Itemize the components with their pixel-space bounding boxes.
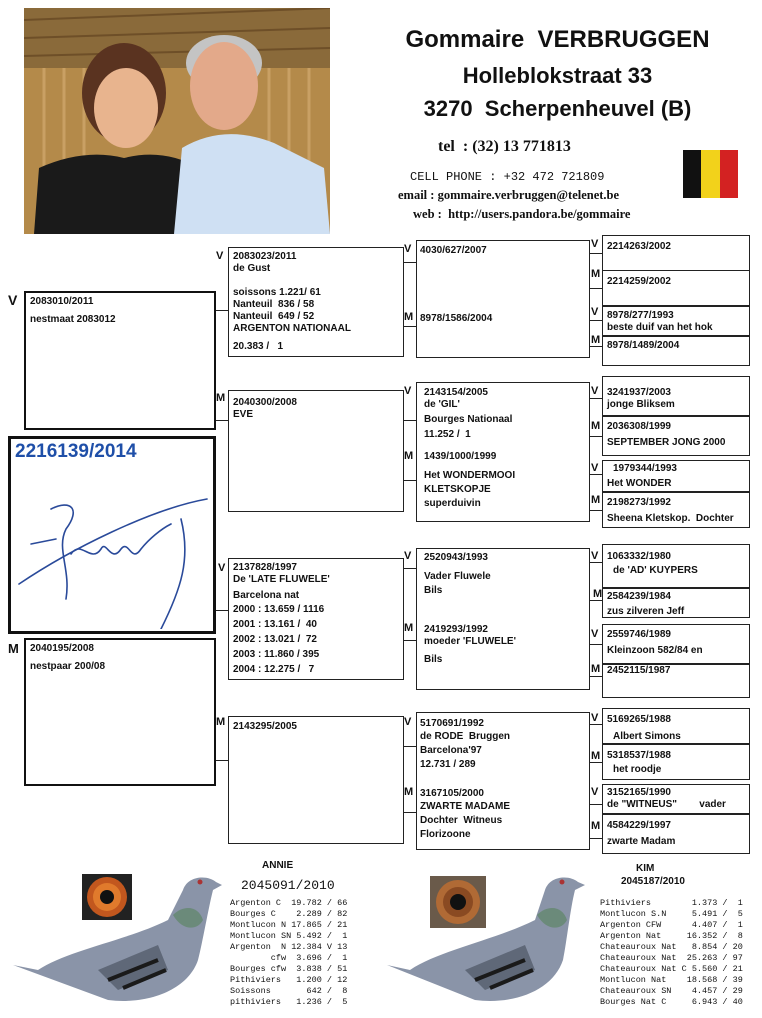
gen4-box-16 xyxy=(602,814,750,854)
gen2-box-4 xyxy=(228,716,404,844)
kim-results xyxy=(600,898,743,1008)
gen4-line: 2036308/1999 xyxy=(607,421,671,432)
gen4-box-14 xyxy=(602,744,750,780)
gen2-line: 2003 : 11.860 / 395 xyxy=(233,649,320,660)
gen4-box-3 xyxy=(602,306,750,336)
gen2-line: 2143295/2005 xyxy=(233,721,297,732)
gen3-line: 8978/1586/2004 xyxy=(420,313,493,324)
gen4-box-15 xyxy=(602,784,750,814)
gen3-entry-5 xyxy=(424,552,491,598)
belgian-flag-icon xyxy=(683,150,738,198)
gen3-line: de RODE Bruggen xyxy=(420,731,511,742)
gen4-line: 8978/1489/2004 xyxy=(607,340,680,351)
gen4-box-12 xyxy=(602,664,750,698)
gen4-line: SEPTEMBER JONG 2000 xyxy=(607,437,726,448)
gen4-box-9 xyxy=(602,544,750,588)
gen2-line xyxy=(233,275,399,287)
gen4-line: 4584229/1997 xyxy=(607,820,671,831)
annie-ring: 2045091/2010 xyxy=(241,878,335,893)
gen3-line: Florizoone xyxy=(420,829,471,840)
dam-line: nestpaar 200/08 xyxy=(30,661,106,672)
gen4-box-7 xyxy=(602,460,750,492)
gen4-marker: M xyxy=(591,268,601,280)
gen4-line: 1063332/1980 xyxy=(607,551,671,562)
annie-results xyxy=(230,898,347,1008)
gen4-line: 5169265/1988 xyxy=(607,714,671,725)
result-line: Bourges C 2.289 / 82 xyxy=(230,909,348,919)
result-line: Montlucon S.N 5.491 / 5 xyxy=(600,909,743,919)
gen4-line: zwarte Madam xyxy=(607,836,676,847)
gen4-line: jonge Bliksem xyxy=(607,399,675,410)
result-line: Bourges Nat C 6.943 / 40 xyxy=(600,997,743,1007)
gen3-line: Bils xyxy=(424,585,443,596)
gen4-box-2 xyxy=(602,270,750,306)
gen2-line: Nanteuil 649 / 52 xyxy=(233,311,315,322)
gen4-line: 2214259/2002 xyxy=(607,276,671,287)
gen4-line: 3152165/1990 xyxy=(607,787,671,798)
sire-line: 2083010/2011 xyxy=(30,296,94,307)
gen4-marker: V xyxy=(591,550,599,562)
gen3-marker: M xyxy=(404,450,414,462)
gen4-box-13 xyxy=(602,708,750,744)
kim-ring: 2045187/2010 xyxy=(621,876,685,887)
gen3-line: Bils xyxy=(424,654,443,665)
gen3-entry-2 xyxy=(420,313,492,325)
dam-box xyxy=(24,638,216,786)
gen3-marker: V xyxy=(404,550,412,562)
gen4-box-4 xyxy=(602,336,750,366)
kim-name: KIM xyxy=(636,863,655,874)
dam-marker: M xyxy=(8,641,19,656)
gen4-box-8 xyxy=(602,492,750,528)
gen3-marker: M xyxy=(404,311,414,323)
gen4-marker: V xyxy=(591,306,599,318)
gen3-marker: M xyxy=(404,622,414,634)
gen4-line: 5318537/1988 xyxy=(607,750,671,761)
dam-line: 2040195/2008 xyxy=(30,643,94,654)
gen4-line: Sheena Kletskop. Dochter xyxy=(607,513,734,524)
gen4-line: zus zilveren Jeff xyxy=(607,606,685,617)
gen3-marker: V xyxy=(404,243,412,255)
gen3-line: Barcelona'97 xyxy=(420,745,482,756)
gen4-marker: M xyxy=(591,494,601,506)
result-line: Montlucon SN 5.492 / 1 xyxy=(230,931,348,941)
gen4-line: het roodje xyxy=(613,764,662,775)
gen2-line: de Gust xyxy=(233,263,271,274)
gen3-line: de 'GIL' xyxy=(424,399,460,410)
gen3-line: 5170691/1992 xyxy=(420,718,484,729)
gen4-line: 2452115/1987 xyxy=(607,665,671,676)
result-line: Argenton CFW 4.407 / 1 xyxy=(600,920,743,930)
gen2-line: Nanteuil 836 / 58 xyxy=(233,299,315,310)
gen3-marker: M xyxy=(404,786,414,798)
gen4-box-1 xyxy=(602,235,750,271)
result-line: Montlucon N 17.865 / 21 xyxy=(230,920,348,930)
gen4-marker: V xyxy=(591,238,599,250)
gen4-box-10 xyxy=(602,588,750,618)
result-line: Chateauroux Nat 25.263 / 97 xyxy=(600,953,743,963)
gen3-line: ZWARTE MADAME xyxy=(420,801,510,812)
gen4-line: 1979344/1993 xyxy=(613,463,677,474)
gen4-box-6 xyxy=(602,416,750,456)
gen3-line: 3167105/2000 xyxy=(420,788,484,799)
gen3-line: Dochter Witneus xyxy=(420,815,503,826)
subject-ring: 2216139/2014 xyxy=(15,441,137,462)
result-line: Pithiviers 1.200 / 12 xyxy=(230,975,348,985)
gen4-line: Kleinzoon 582/84 en xyxy=(607,645,703,656)
gen4-line: de 'AD' KUYPERS xyxy=(613,565,698,576)
gen3-line: 2520943/1993 xyxy=(424,552,488,563)
gen4-marker: V xyxy=(591,712,599,724)
gen2-marker: V xyxy=(218,562,226,574)
pigeon-image xyxy=(385,860,590,1013)
gen2-line: 2040300/2008 xyxy=(233,397,297,408)
gen2-line: Barcelona nat xyxy=(233,590,300,601)
eye-icon xyxy=(430,876,486,928)
gen3-entry-6 xyxy=(424,624,516,666)
owner-email[interactable]: email : gommaire.verbruggen@telenet.be xyxy=(398,188,620,202)
gen4-line: 2214263/2002 xyxy=(607,241,671,252)
gen4-marker: M xyxy=(591,820,601,832)
sire-marker: V xyxy=(8,292,18,308)
result-line: pithiviers 1.236 / 5 xyxy=(230,997,348,1007)
gen4-line: 8978/277/1993 xyxy=(607,310,674,321)
gen3-line: superduivin xyxy=(424,498,481,509)
gen4-marker: M xyxy=(591,663,601,675)
owner-street: Holleblokstraat 33 xyxy=(462,63,653,88)
result-line: Chateauroux Nat 8.854 / 20 xyxy=(600,942,743,952)
gen4-marker: M xyxy=(591,420,601,432)
result-line: Pithiviers 1.373 / 1 xyxy=(600,898,743,908)
signature-image xyxy=(11,469,213,629)
gen2-line: 2001 : 13.161 / 40 xyxy=(233,619,317,630)
gen2-line: EVE xyxy=(233,409,254,420)
owner-photo xyxy=(24,8,330,234)
result-line: Argenton C 19.782 / 66 xyxy=(230,898,348,908)
gen4-box-11 xyxy=(602,624,750,664)
gen3-group-1 xyxy=(416,240,590,358)
gen4-marker: V xyxy=(591,628,599,640)
result-line: Argenton Nat 16.352 / 8 xyxy=(600,931,743,941)
gen2-marker: M xyxy=(216,716,226,728)
gen4-line: de "WITNEUS" vader xyxy=(607,799,726,810)
result-line: Bourges cfw 3.838 / 51 xyxy=(230,964,348,974)
gen2-line: De 'LATE FLUWELE' xyxy=(233,574,330,585)
gen4-line: 3241937/2003 xyxy=(607,387,671,398)
result-line: cfw 3.696 / 1 xyxy=(230,953,348,963)
gen2-line: 20.383 / 1 xyxy=(233,341,284,352)
gen4-marker: V xyxy=(591,786,599,798)
eye-icon xyxy=(82,874,132,920)
gen4-line: Het WONDER xyxy=(607,478,672,489)
owner-telephone: tel : (32) 13 771813 xyxy=(438,138,571,155)
gen4-marker: V xyxy=(591,385,599,397)
gen4-line: 2559746/1989 xyxy=(607,629,671,640)
gen4-marker: M xyxy=(591,750,601,762)
gen3-line: 4030/627/2007 xyxy=(420,245,487,256)
gen3-line: Bourges Nationaal xyxy=(424,414,513,425)
gen4-box-5 xyxy=(602,376,750,416)
gen2-line: soissons 1.221/ 61 xyxy=(233,287,321,298)
gen2-line: 2002 : 13.021 / 72 xyxy=(233,634,317,645)
gen3-line: 1439/1000/1999 xyxy=(424,451,497,462)
gen4-marker: V xyxy=(591,462,599,474)
gen4-line: 2584239/1984 xyxy=(607,591,671,602)
gen4-marker: M xyxy=(593,588,603,600)
gen2-line: 2137828/1997 xyxy=(233,562,297,573)
gen2-line: 2083023/2011 xyxy=(233,251,297,262)
gen2-box-3 xyxy=(228,558,404,680)
owner-website[interactable]: web : http://users.pandora.be/gommaire xyxy=(413,207,631,221)
owner-cell-phone: CELL PHONE : +32 472 721809 xyxy=(410,170,605,184)
gen3-marker: V xyxy=(404,385,412,397)
gen2-line: 2004 : 12.275 / 7 xyxy=(233,664,315,675)
gen3-line: 12.731 / 289 xyxy=(420,759,476,770)
sire-box xyxy=(24,291,216,430)
gen2-line: 2000 : 13.659 / 1116 xyxy=(233,604,325,615)
result-line: Soissons 642 / 8 xyxy=(230,986,348,996)
gen3-entry-7 xyxy=(420,718,510,772)
result-line: Montlucon Nat 18.568 / 39 xyxy=(600,975,743,985)
gen2-box-1 xyxy=(228,247,404,357)
gen4-line: 2198273/1992 xyxy=(607,497,671,508)
gen2-box-2 xyxy=(228,390,404,512)
gen2-marker: V xyxy=(216,250,224,262)
gen4-line: Albert Simons xyxy=(613,731,681,742)
gen3-entry-3 xyxy=(424,387,512,441)
result-line: Argenton N 12.384 V 13 xyxy=(230,942,348,952)
owner-name: Gommaire VERBRUGGEN xyxy=(405,26,710,53)
gen4-line: beste duif van het hok xyxy=(607,322,713,333)
gen3-entry-1 xyxy=(420,245,487,257)
gen3-line: KLETSKOPJE xyxy=(424,484,491,495)
gen3-line: Het WONDERMOOI xyxy=(424,470,516,481)
gen2-line: ARGENTON NATIONAAL xyxy=(233,323,351,334)
result-line: Chateauroux SN 4.457 / 29 xyxy=(600,986,743,996)
gen3-entry-4 xyxy=(424,451,515,511)
gen4-marker: M xyxy=(591,334,601,346)
owner-city: 3270 Scherpenheuvel (B) xyxy=(423,96,692,121)
subject-box xyxy=(8,436,216,634)
gen3-line: 11.252 / 1 xyxy=(424,429,471,440)
gen3-line: moeder 'FLUWELE' xyxy=(424,636,516,647)
gen3-line: 2419293/1992 xyxy=(424,624,488,635)
gen3-entry-8 xyxy=(420,788,510,842)
gen3-line: Vader Fluwele xyxy=(424,571,491,582)
sire-line: nestmaat 2083012 xyxy=(30,314,116,325)
annie-name: ANNIE xyxy=(262,860,294,871)
result-line: Chateauroux Nat C 5.560 / 21 xyxy=(600,964,743,974)
gen3-marker: V xyxy=(404,716,412,728)
gen3-line: 2143154/2005 xyxy=(424,387,488,398)
gen2-marker: M xyxy=(216,392,226,404)
